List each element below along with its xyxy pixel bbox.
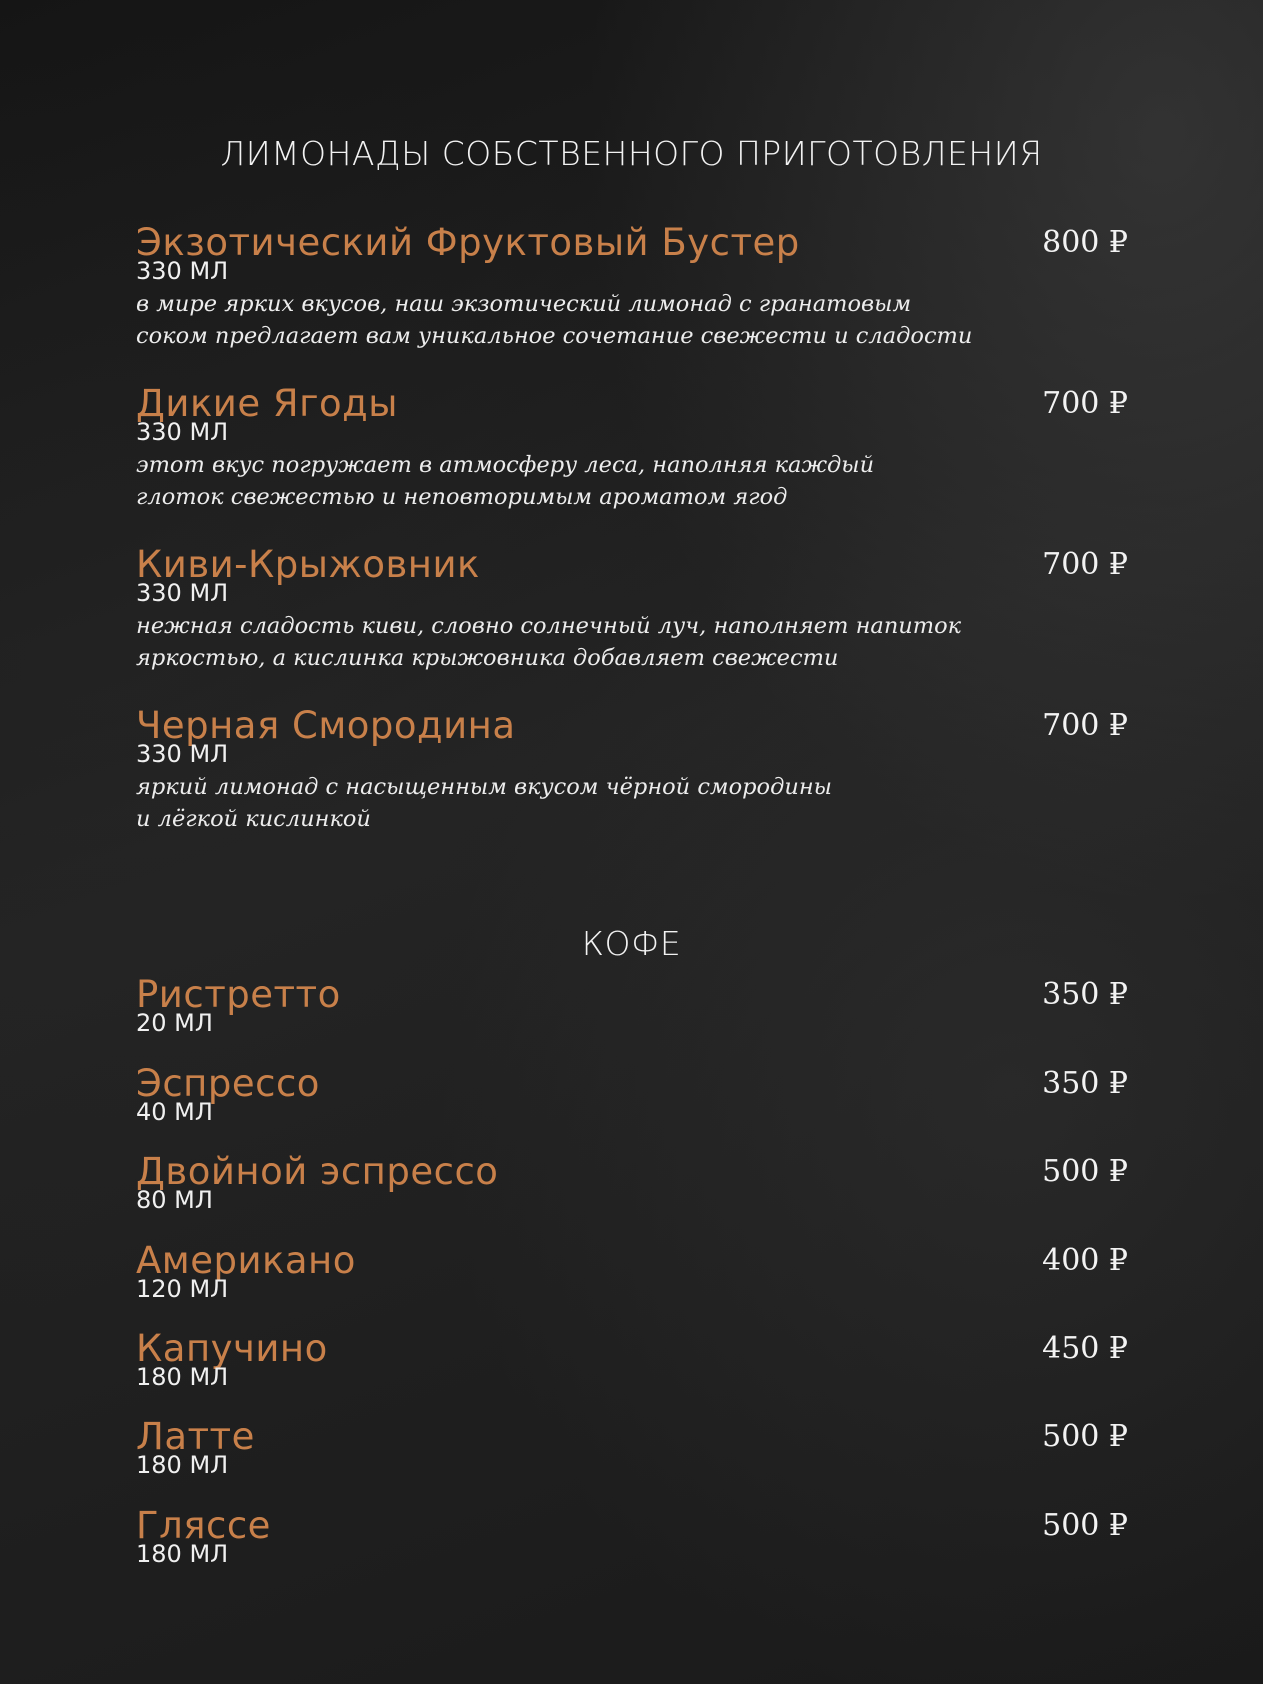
item-price: 350 ₽ <box>1042 1066 1128 1101</box>
menu-item-coffee <box>136 1240 1128 1302</box>
item-price: 500 ₽ <box>1042 1508 1128 1543</box>
item-volume: 80 МЛ <box>136 1186 213 1214</box>
menu-item-coffee <box>136 1151 1128 1213</box>
menu-item-lemonade <box>136 383 1128 513</box>
menu-item-coffee <box>136 1063 1128 1125</box>
item-name: Латте <box>136 1415 255 1458</box>
lemonades-section-title: ЛИМОНАДЫ СОБСТВЕННОГО ПРИГОТОВЛЕНИЯ <box>220 134 1043 173</box>
item-price: 800 ₽ <box>1042 225 1128 260</box>
item-volume: 180 МЛ <box>136 1363 229 1391</box>
item-price: 450 ₽ <box>1042 1331 1128 1366</box>
menu-item-lemonade <box>136 544 1128 674</box>
item-volume: 40 МЛ <box>136 1098 213 1126</box>
item-volume: 330 МЛ <box>136 418 229 446</box>
item-volume: 330 МЛ <box>136 740 229 768</box>
menu-item-lemonade <box>136 222 1128 352</box>
item-volume: 180 МЛ <box>136 1451 229 1479</box>
item-description: этот вкус погружает в атмосферу леса, наполняя каждый глоток свежестью и неповторимым ароматом ягод <box>136 452 875 510</box>
item-name: Ристретто <box>136 973 341 1016</box>
item-name: Американо <box>136 1239 356 1282</box>
item-name: Черная Смородина <box>136 704 516 747</box>
menu-item-coffee <box>136 1328 1128 1390</box>
item-name: Двойной эспрессо <box>136 1150 499 1193</box>
item-volume: 20 МЛ <box>136 1009 213 1037</box>
item-price: 500 ₽ <box>1042 1154 1128 1189</box>
item-volume: 120 МЛ <box>136 1275 229 1303</box>
item-price: 700 ₽ <box>1042 708 1128 743</box>
item-description: нежная сладость киви, словно солнечный луч, наполняет напиток яркостью, а кислинка крыжовника добавляет свежести <box>136 613 962 671</box>
menu-item-coffee <box>136 974 1128 1036</box>
menu-item-coffee <box>136 1416 1128 1478</box>
item-price: 400 ₽ <box>1042 1243 1128 1278</box>
item-price: 700 ₽ <box>1042 547 1128 582</box>
item-name: Киви-Крыжовник <box>136 543 480 586</box>
item-name: Гляссе <box>136 1504 271 1547</box>
item-name: Капучино <box>136 1327 328 1370</box>
item-volume: 180 МЛ <box>136 1540 229 1568</box>
coffee-section-title: КОФЕ <box>581 924 682 963</box>
item-price: 700 ₽ <box>1042 386 1128 421</box>
item-name: Дикие Ягоды <box>136 382 398 425</box>
menu-item-coffee <box>136 1505 1128 1567</box>
item-volume: 330 МЛ <box>136 257 229 285</box>
item-name: Экзотический Фруктовый Бустер <box>136 221 800 264</box>
item-price: 350 ₽ <box>1042 977 1128 1012</box>
item-volume: 330 МЛ <box>136 579 229 607</box>
item-price: 500 ₽ <box>1042 1419 1128 1454</box>
item-name: Эспрессо <box>136 1062 320 1105</box>
menu-item-lemonade <box>136 705 1128 835</box>
item-description: в мире ярких вкусов, наш экзотический лимонад с гранатовым соком предлагает вам уникальное сочетание свежести и сладости <box>136 291 973 349</box>
item-description: яркий лимонад с насыщенным вкусом чёрной смородины и лёгкой кислинкой <box>136 774 832 832</box>
